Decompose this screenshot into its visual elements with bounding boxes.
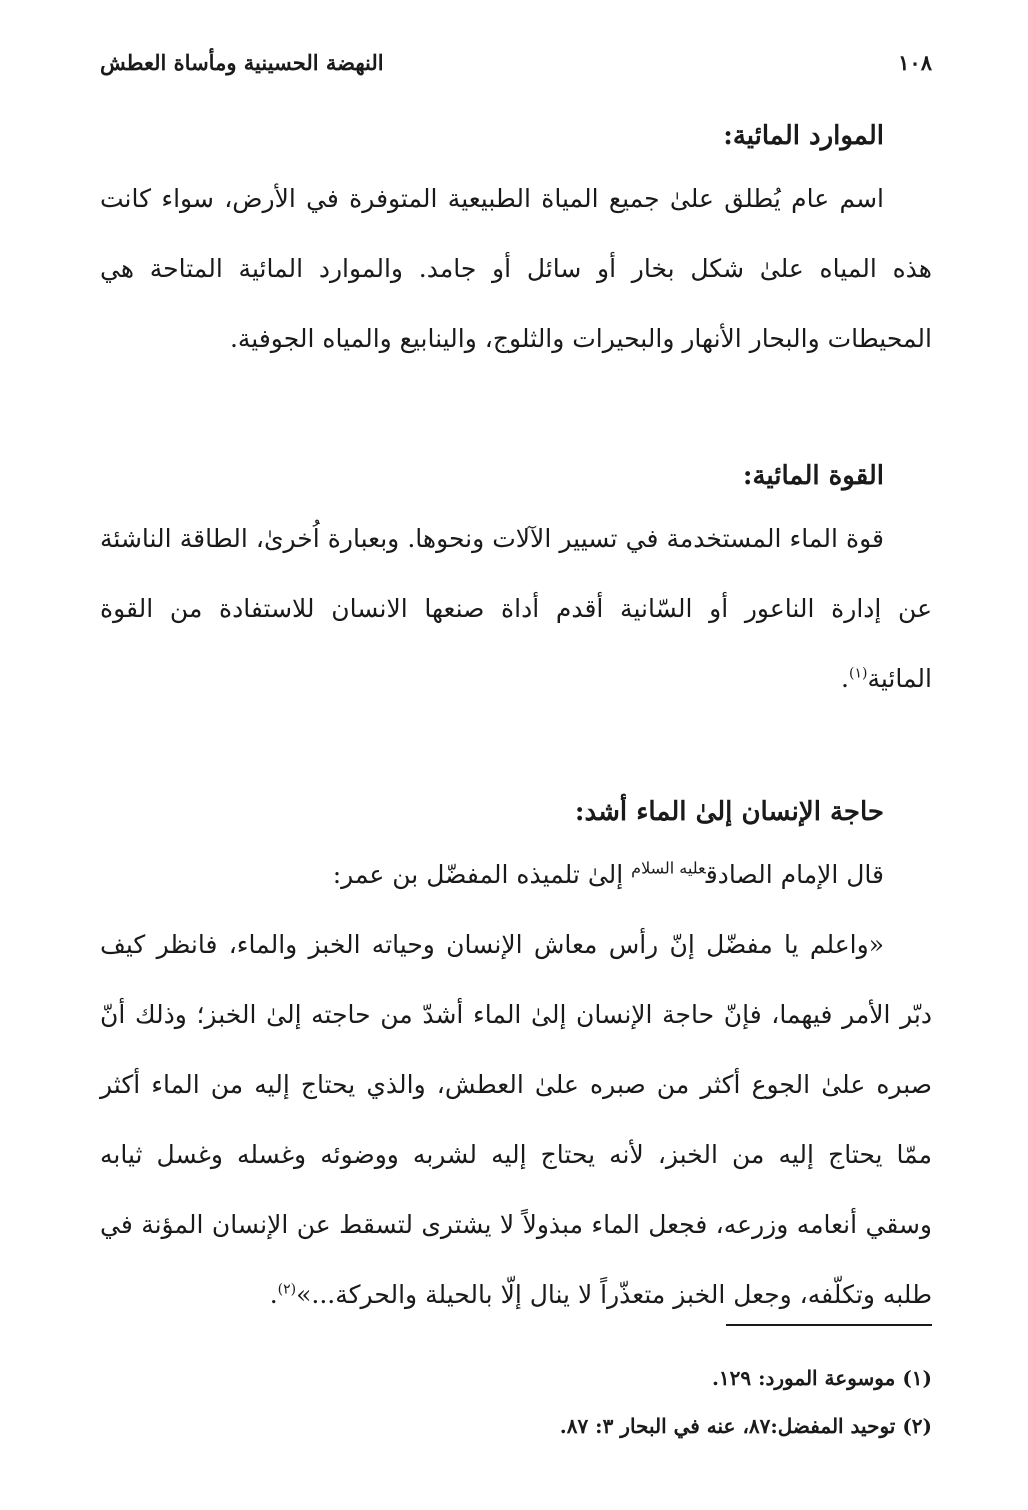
salutation-glyph: عليه السلام [631, 858, 706, 878]
section-human-need-water [100, 784, 932, 1330]
intro-text: قال الإمام الصادق [705, 860, 884, 889]
paragraph-end: . [841, 664, 849, 693]
section-water-power [100, 448, 932, 714]
section-water-resources [100, 108, 932, 374]
section-paragraph [100, 504, 932, 714]
section-intro [100, 840, 932, 910]
footnote-marker: (١) [848, 665, 868, 682]
quote-text: «واعلم يا مفضّل إنّ رأس معاش الإنسان وحياته الخبز والماء، فانظر كيف دبّر الأمر فيهما، فإنّ حاجة الإنسان إلىٰ الماء أشدّ من حاجته إلىٰ الخبز؛ وذلك أنّ صبره علىٰ الجوع أكثر من صبره علىٰ العطش، والذي يحتاج إليه من الماء أكثر ممّا يحتاج إليه من الخبز، لأنه يحتاج إليه لشربه ووضوئه وغسله وغسل ثيابه وسقي أنعامه وزرعه، فجعل الماء مبذولاً لا يشترى لتسقط عن الإنسان المؤنة في طلبه وتكلّفه، وجعل الخبز متعذّراً لا ينال إلّا بالحيلة والحركة...» [100, 930, 932, 1309]
quote-end: . [269, 1280, 278, 1309]
page-body [100, 108, 932, 1330]
section-heading: الموارد المائية: [723, 121, 884, 151]
section-heading: حاجة الإنسان إلىٰ الماء أشد: [574, 797, 884, 827]
footnote-1: (١) موسوعة المورد: ١٢٩. [711, 1366, 932, 1390]
section-paragraph: اسم عام يُطلق علىٰ جميع المياة الطبيعية المتوفرة في الأرض، سواء كانت هذه المياه علىٰ شكل بخار أو سائل أو جامد. والموارد المائية المتاحة هي المحيطات والبحار الأنهار والبحيرات والثلوج، والينابيع والمياه الجوفية. [100, 184, 932, 353]
section-quote [100, 910, 932, 1330]
section-heading: القوة المائية: [742, 461, 884, 491]
footnote-divider [726, 1324, 932, 1326]
footnote-2: (٢) توحيد المفضل:٨٧، عنه في البحار ٣: ٨٧. [559, 1414, 932, 1438]
paragraph-text: قوة الماء المستخدمة في تسيير الآلات ونحوها. وبعبارة اُخرىٰ، الطاقة الناشئة عن إدارة الناعور أو السّانية أقدم أداة صنعها الانسان للاستفادة من القوة المائية [100, 524, 932, 693]
book-title: النهضة الحسينية ومأساة العطش [100, 49, 384, 75]
running-head [100, 42, 932, 82]
page-number: ١٠٨ [898, 49, 932, 75]
intro-text-end: إلىٰ تلميذه المفضّل بن عمر: [332, 860, 632, 889]
footnotes [100, 1354, 932, 1450]
footnote-marker: (٢) [277, 1281, 297, 1298]
